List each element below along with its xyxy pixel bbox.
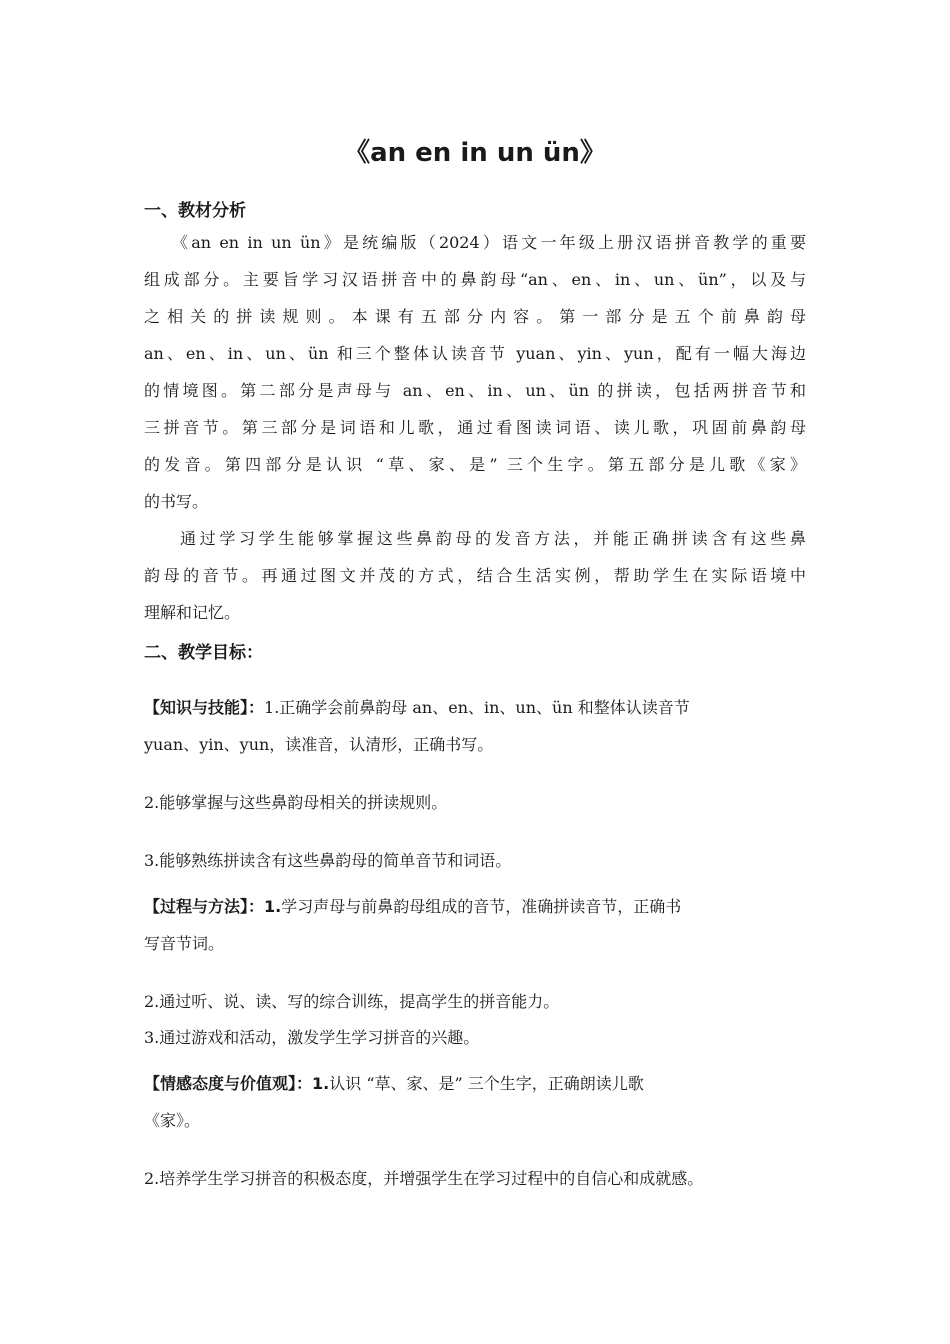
paragraph-line: 的书写。 [144, 492, 209, 511]
objective-label: 【知识与技能】 [144, 698, 249, 717]
label-separator: ： [296, 1074, 313, 1093]
paragraph-line: 组成部分。主要旨学习汉语拼音中的鼻韵母“an、en、in、un、ün”，以及与 [144, 270, 806, 289]
objective-emotion-item2: 2.培养学生学习拼音的积极态度，并增强学生在学习过程中的自信心和成就感。 [144, 1169, 704, 1188]
paragraph-line: 韵母的音节。再通过图文并茂的方式，结合生活实例，帮助学生在实际语境中 [144, 566, 806, 585]
paragraph-line: 的发音。第四部分是认识 “草、家、是” 三个生字。第五部分是儿歌《家》 [144, 455, 806, 474]
objective-process-line1 [144, 895, 681, 919]
objective-knowledge-item3: 3.能够熟练拼读含有这些鼻韵母的简单音节和词语。 [144, 851, 512, 870]
objective-emotion-line2: 《家》。 [144, 1111, 201, 1130]
objective-knowledge-line1 [144, 696, 690, 720]
objective-label: 【情感态度与价值观】 [144, 1074, 297, 1093]
item-number: 1. [312, 1074, 330, 1093]
section-heading-objectives: 二、教学目标： [144, 643, 263, 663]
objective-knowledge-line2: yuan、yin、yun，读准音，认清形，正确书写。 [144, 735, 494, 754]
paragraph-line: 之相关的拼读规则。本课有五部分内容。第一部分是五个前鼻韵母 [144, 307, 806, 326]
objective-text: 1.正确学会前鼻韵母 an、en、in、un、ün 和整体认读音节 [264, 698, 690, 717]
objective-process-line2: 写音节词。 [144, 934, 225, 953]
document-title: 《an en in un ün》 [344, 138, 606, 168]
objective-text: 学习声母与前鼻韵母组成的音节，准确拼读音节，正确书 [281, 897, 682, 916]
paragraph-line: 三拼音节。第三部分是词语和儿歌，通过看图读词语、读儿歌，巩固前鼻韵母 [144, 418, 806, 437]
objective-process-item2: 2.通过听、说、读、写的综合训练，提高学生的拼音能力。 [144, 992, 560, 1011]
paragraph-line: 的情境图。第二部分是声母与 an、en、in、un、ün 的拼读，包括两拼音节和 [144, 381, 806, 400]
paragraph-line: 《an en in un ün》是统编版（2024）语文一年级上册汉语拼音教学的重要 [172, 233, 806, 252]
label-separator: ： [248, 698, 265, 717]
paragraph-line: 理解和记忆。 [144, 603, 241, 622]
objective-emotion-line1 [144, 1072, 644, 1096]
objective-knowledge-item2: 2.能够掌握与这些鼻韵母相关的拼读规则。 [144, 793, 448, 812]
paragraph-line: 通过学习学生能够掌握这些鼻韵母的发音方法，并能正确拼读含有这些鼻 [180, 529, 806, 548]
section-heading-analysis: 一、教材分析 [144, 201, 246, 221]
objective-label: 【过程与方法】 [144, 897, 249, 916]
item-number: 1. [264, 897, 282, 916]
objective-text: 认识 “草、家、是” 三个生字，正确朗读儿歌 [329, 1074, 644, 1093]
paragraph-line: an、en、in、un、ün 和三个整体认读音节 yuan、yin、yun，配有一幅大海边 [144, 344, 806, 363]
objective-process-item3: 3.通过游戏和活动，激发学生学习拼音的兴趣。 [144, 1028, 480, 1047]
label-separator: ： [248, 897, 265, 916]
